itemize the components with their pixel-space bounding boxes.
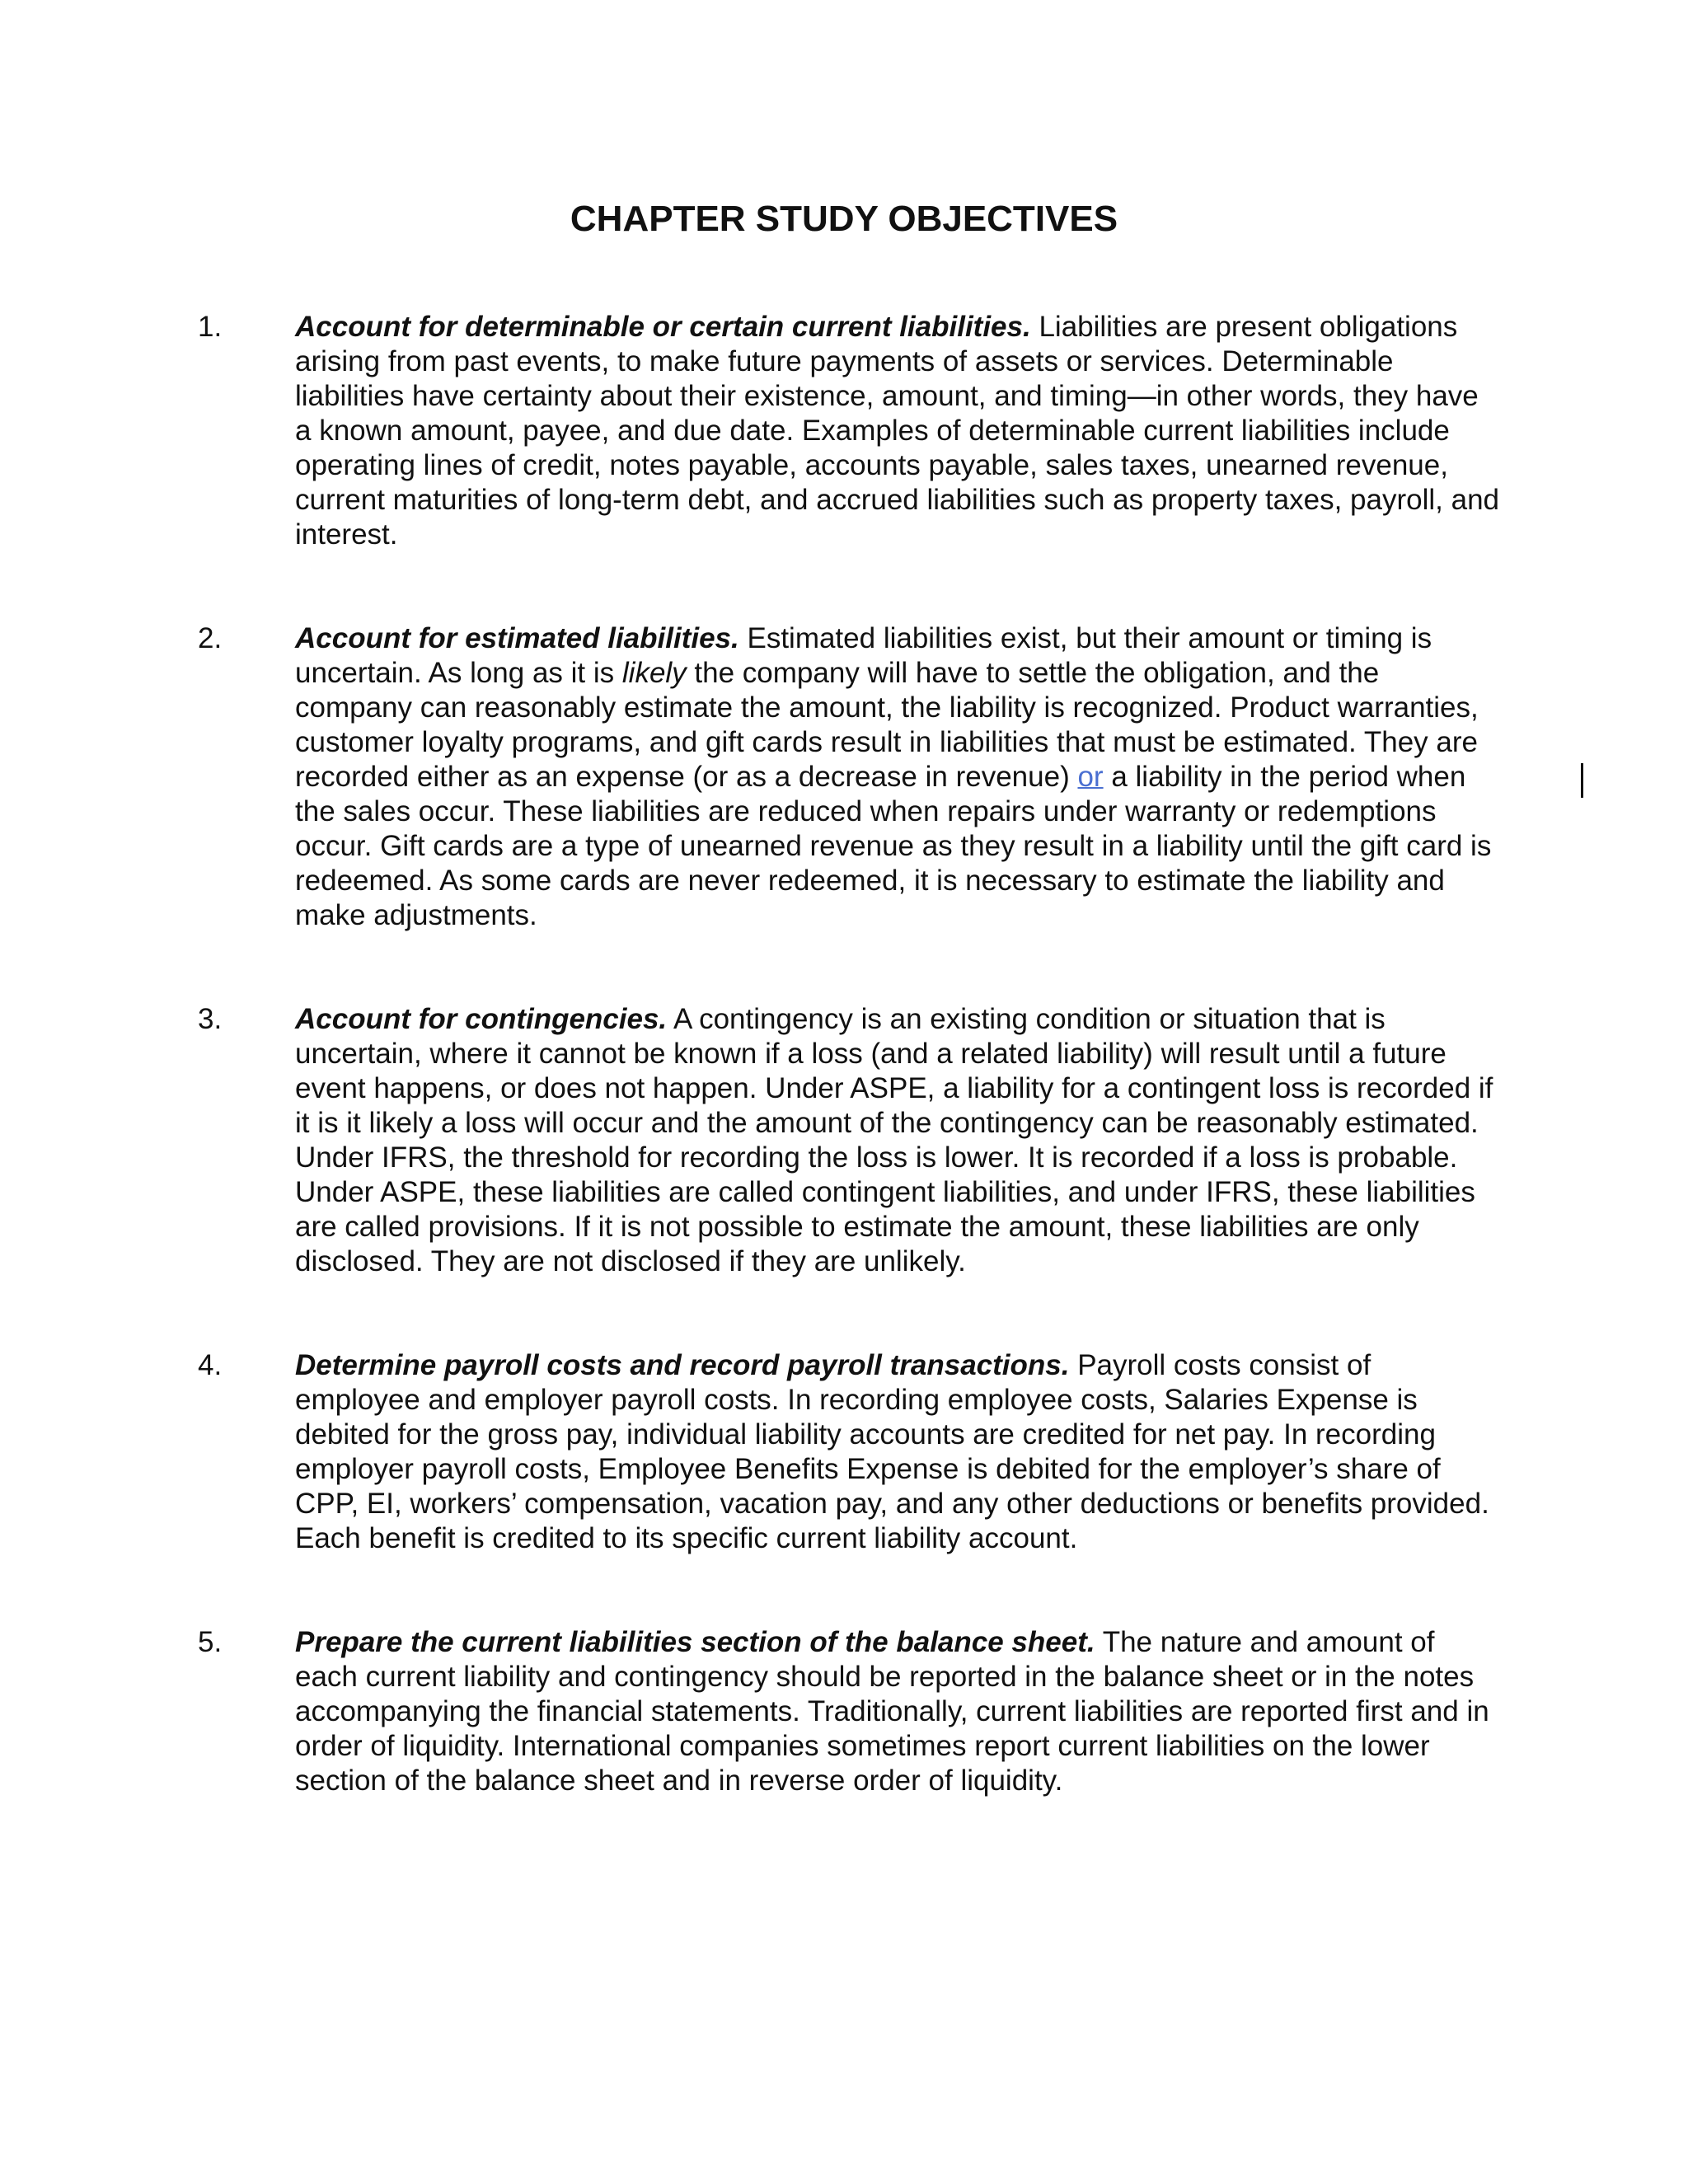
objective-number: 5. xyxy=(198,1626,223,1658)
objective-body-part-b: the company will have to settle the obligation, and the company can reasonably estimate the amount, the liability is recognized. Product warranties, customer loyalty programs, and gift cards result in liabilities that must be estimated. They are recorded either as an expense (or as a decrease in revenue) xyxy=(295,657,1479,793)
objective-body: Payroll costs consist of employee and employer payroll costs. In recording employee costs, Salaries Expense is debited for the gross pay, individual liability accounts are credited for net pay. In recording employer payroll costs, Employee Benefits Expense is debited for the employer’s share of CPP, EI, workers’ compensation, vacation pay, and any other deductions or benefits provided. Each benefit is credited to its specific current liability account. xyxy=(295,1349,1489,1554)
objective-heading: Determine payroll costs and record payroll transactions. xyxy=(295,1349,1070,1381)
page-title: CHAPTER STUDY OBJECTIVES xyxy=(570,199,1118,239)
objective-item-2 xyxy=(198,621,1500,933)
objectives-list xyxy=(198,310,1500,1868)
objective-body-part-c: a liability in the period when the sales occur. These liabilities are reduced when repairs under warranty or redemptions occur. Gift cards are a type of unearned revenue as they result in a liability until the gift card is redeemed. As some cards are never redeemed, it is necessary to estimate the liability and make adjustments. xyxy=(295,761,1492,931)
objective-heading: Account for estimated liabilities. xyxy=(295,622,739,654)
objective-emphasis: likely xyxy=(621,657,687,689)
objective-number: 3. xyxy=(198,1003,223,1035)
objective-heading: Prepare the current liabilities section of the balance sheet. xyxy=(295,1626,1095,1658)
objective-item-1 xyxy=(198,310,1500,552)
objective-body: The nature and amount of each current liability and contingency should be reported in the balance sheet or in the notes accompanying the financial statements. Traditionally, current liabilities are reported first and in order of liquidity. International companies sometimes report current liabilities on the lower section of the balance sheet and in reverse order of liquidity. xyxy=(295,1626,1489,1797)
objective-item-3 xyxy=(198,1002,1500,1279)
objective-body-part-a: Estimated liabilities exist, but their amount or timing is uncertain. As long as it is xyxy=(295,622,1432,689)
change-bar-marker xyxy=(1581,763,1583,798)
objective-body: Liabilities are present obligations arising from past events, to make future payments of assets or services. Determinable liabilities have certainty about their existence, amount, and timing—in other words, they have a known amount, payee, and due date. Examples of determinable current liabilities include operating lines of credit, notes payable, accounts payable, sales taxes, unearned revenue, current maturities of long-term debt, and accrued liabilities such as property taxes, payroll, and interest. xyxy=(295,311,1499,551)
revision-link-text[interactable]: or xyxy=(1077,761,1104,793)
objective-item-4 xyxy=(198,1348,1500,1556)
objective-body: A contingency is an existing condition or situation that is uncertain, where it cannot be known if a loss (and a related liability) will result until a future event happens, or does not happen. Under ASPE, a liability for a contingent loss is recorded if it is it likely a loss will occur and the amount of the contingency can be reasonably estimated. Under IFRS, the threshold for recording the loss is lower. It is recorded if a loss is probable. Under ASPE, these liabilities are called contingent liabilities, and under IFRS, these liabilities are called provisions. If it is not possible to estimate the amount, these liabilities are only disclosed. They are not disclosed if they are unlikely. xyxy=(295,1003,1493,1277)
objective-number: 1. xyxy=(198,311,223,343)
objective-number: 2. xyxy=(198,622,223,654)
objective-heading: Account for determinable or certain current liabilities. xyxy=(295,311,1031,343)
objective-item-5 xyxy=(198,1625,1500,1798)
objective-heading: Account for contingencies. xyxy=(295,1003,668,1035)
objective-number: 4. xyxy=(198,1349,223,1381)
